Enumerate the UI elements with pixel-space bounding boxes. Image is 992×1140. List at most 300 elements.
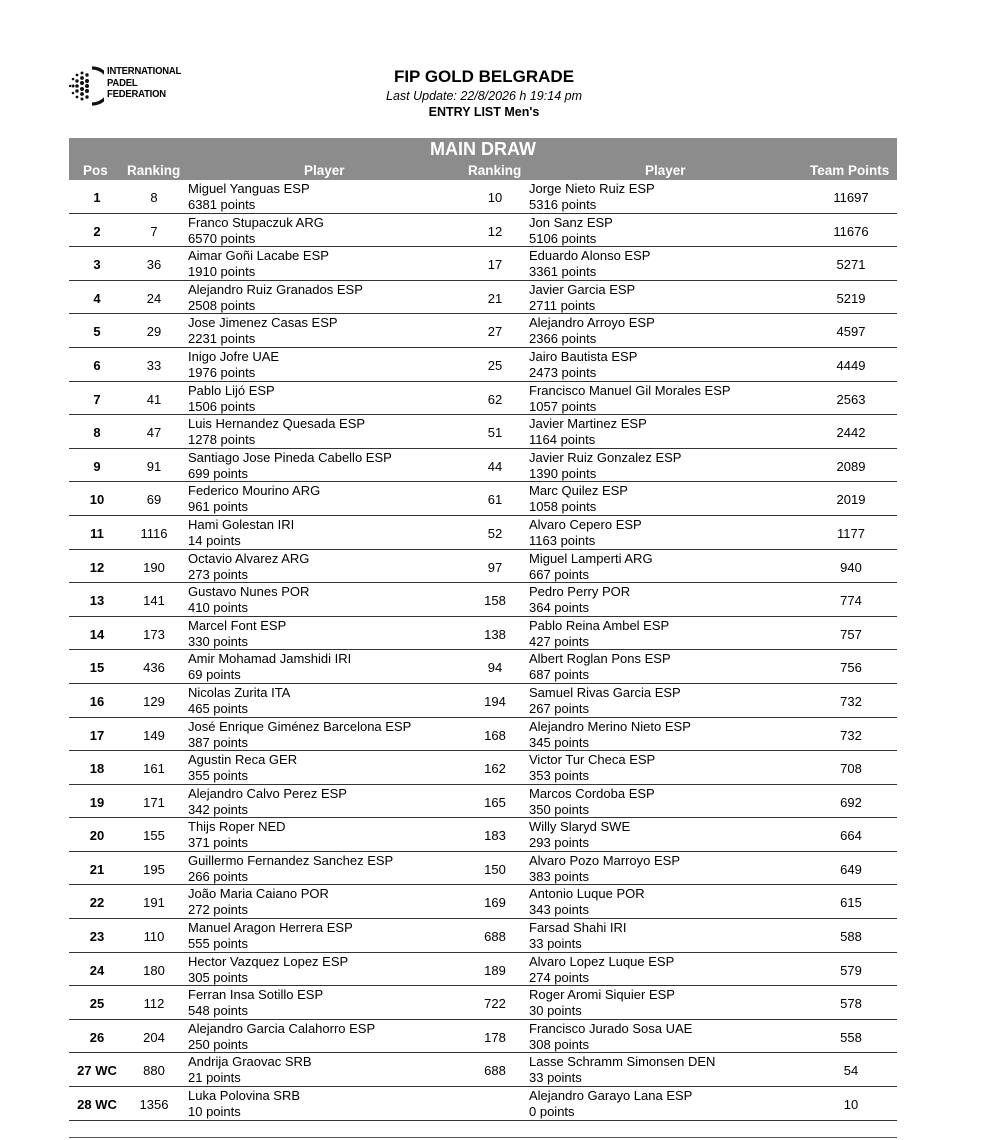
ranking-2-cell: 722 [484, 996, 506, 1012]
team-points-cell: 578 [840, 996, 862, 1012]
player-points: 1278 points [188, 432, 256, 448]
position-cell: 7 [93, 391, 101, 407]
ranking-2-cell: 138 [484, 626, 506, 642]
team-points-cell: 579 [840, 962, 862, 978]
player-1-cell [188, 517, 294, 549]
player-name: Albert Roglan Pons ESP [529, 651, 671, 667]
player-1-cell [188, 886, 329, 918]
player-points: 33 points [529, 1070, 582, 1086]
team-points-cell: 588 [840, 929, 862, 945]
player-points: 364 points [529, 600, 589, 616]
ranking-1-cell: 195 [143, 861, 165, 877]
position-cell: 12 [89, 559, 105, 575]
player-points: 1057 points [529, 398, 597, 414]
player-name: Marcel Font ESP [188, 617, 287, 633]
table-row [69, 953, 897, 987]
player-points: 961 points [188, 499, 248, 515]
position-cell: 4 [93, 290, 101, 306]
team-points-cell: 54 [843, 1063, 859, 1079]
player-name: Gustavo Nunes POR [188, 584, 310, 600]
position-cell: 8 [93, 425, 101, 441]
player-points: 371 points [188, 835, 248, 851]
logo-line: FEDERATION [107, 88, 166, 100]
player-points: 555 points [188, 936, 248, 952]
column-header-player-1: Player [304, 163, 345, 178]
player-name: Farsad Shahi IRI [529, 920, 627, 936]
player-points: 0 points [529, 1104, 575, 1120]
player-name: Aimar Goñi Lacabe ESP [188, 248, 329, 264]
ranking-1-cell: 47 [146, 425, 162, 441]
player-name: Agustin Reca GER [188, 752, 298, 768]
player-2-cell [529, 719, 691, 751]
table-row [69, 919, 897, 953]
table-row [69, 382, 897, 416]
player-points: 3361 points [529, 264, 597, 280]
table-row [69, 314, 897, 348]
player-points: 1163 points [529, 532, 596, 548]
player-name: Javier Garcia ESP [529, 281, 636, 297]
ranking-2-cell: 17 [487, 257, 503, 273]
position-cell: 13 [89, 593, 105, 609]
player-points: 308 points [529, 1036, 589, 1052]
table-row [69, 617, 897, 651]
player-name: Alejandro Garayo Lana ESP [529, 1088, 693, 1104]
player-2-cell [529, 551, 653, 583]
table-row [69, 348, 897, 382]
player-points: 1390 points [529, 465, 597, 481]
player-1-cell [188, 618, 286, 650]
ranking-1-cell: 880 [143, 1063, 165, 1079]
player-points: 266 points [188, 868, 248, 884]
table-row [69, 751, 897, 785]
player-name: Manuel Aragon Herrera ESP [188, 920, 353, 936]
player-points: 273 points [188, 566, 248, 582]
player-name: Samuel Rivas Garcia ESP [529, 684, 681, 700]
player-1-cell [188, 819, 286, 851]
player-1-cell [188, 282, 363, 314]
player-name: Jose Jimenez Casas ESP [188, 315, 338, 331]
player-name: Jon Sanz ESP [529, 214, 613, 230]
player-2-cell [529, 349, 637, 381]
ranking-1-cell: 41 [146, 391, 162, 407]
player-1-cell [188, 450, 392, 482]
ranking-1-cell: 204 [143, 1029, 165, 1045]
player-points: 427 points [529, 633, 589, 649]
table-row [69, 852, 897, 886]
player-name: Luis Hernandez Quesada ESP [188, 416, 366, 432]
player-name: Hami Golestan IRI [188, 516, 295, 532]
player-1-cell [188, 1054, 312, 1086]
team-points-cell: 10 [843, 1097, 859, 1113]
ranking-2-cell: 62 [487, 391, 503, 407]
player-1-cell [188, 752, 297, 784]
player-1-cell [188, 383, 275, 415]
ranking-1-cell: 24 [146, 290, 162, 306]
ranking-2-cell: 51 [487, 425, 503, 441]
table-row [69, 885, 897, 919]
player-points: 293 points [529, 835, 589, 851]
position-cell: 20 [89, 828, 105, 844]
player-2-cell [529, 282, 635, 314]
position-cell: 17 [89, 727, 105, 743]
player-name: Santiago Jose Pineda Cabello ESP [188, 449, 392, 465]
table-row [69, 415, 897, 449]
team-points-cell: 11697 [833, 190, 869, 205]
ranking-1-cell: 190 [143, 559, 165, 575]
table-row [69, 718, 897, 752]
player-points: 2473 points [529, 364, 597, 380]
ranking-2-cell: 150 [484, 861, 506, 877]
position-cell: 23 [89, 929, 105, 945]
player-name: Willy Slaryd SWE [529, 819, 631, 835]
team-points-cell: 558 [840, 1029, 862, 1045]
ranking-1-cell: 180 [143, 962, 165, 978]
ranking-1-cell: 110 [143, 929, 165, 945]
ranking-2-cell: 61 [487, 492, 503, 508]
player-name: Thijs Roper NED [188, 819, 286, 835]
player-1-cell [188, 786, 347, 818]
player-points: 353 points [529, 768, 589, 784]
table-row [69, 449, 897, 483]
column-header-player-2: Player [645, 163, 686, 178]
player-1-cell [188, 248, 329, 280]
player-2-cell [529, 1021, 692, 1053]
player-name: Francisco Jurado Sosa UAE [529, 1020, 693, 1036]
player-1-cell [188, 987, 323, 1019]
team-points-cell: 5271 [836, 257, 866, 273]
team-points-cell: 732 [840, 693, 862, 709]
player-1-cell [188, 920, 353, 952]
player-2-cell [529, 315, 655, 347]
team-points-cell: 757 [840, 626, 862, 642]
player-1-cell [188, 315, 338, 347]
ranking-2-cell: 25 [487, 357, 503, 373]
player-name: Alejandro Calvo Perez ESP [188, 785, 347, 801]
player-points: 33 points [529, 936, 582, 952]
ranking-2-cell: 178 [484, 1029, 506, 1045]
player-name: Lasse Schramm Simonsen DEN [529, 1054, 716, 1070]
ranking-2-cell: 21 [487, 290, 503, 306]
player-2-cell [529, 853, 680, 885]
player-name: Marcos Cordoba ESP [529, 785, 655, 801]
player-name: Octavio Alvarez ARG [188, 550, 310, 566]
player-1-cell [188, 1088, 300, 1120]
position-cell: 9 [93, 458, 101, 474]
player-name: Alvaro Cepero ESP [529, 516, 642, 532]
player-points: 1164 points [529, 432, 596, 448]
player-name: Ferran Insa Sotillo ESP [188, 987, 324, 1003]
team-points-cell: 756 [840, 660, 862, 676]
player-2-cell [529, 450, 681, 482]
player-2-cell [529, 215, 613, 247]
player-points: 6381 points [188, 197, 256, 212]
player-2-cell [529, 248, 650, 280]
player-1-cell [188, 954, 348, 986]
player-1-cell [188, 685, 290, 717]
player-name: José Enrique Giménez Barcelona ESP [188, 718, 412, 734]
player-name: Alejandro Ruiz Granados ESP [188, 281, 363, 297]
column-header-ranking-2: Ranking [468, 163, 522, 178]
ranking-1-cell: 191 [143, 895, 165, 911]
table-header-bar [69, 138, 897, 180]
position-cell: 5 [93, 324, 101, 340]
player-name: Antonio Luque POR [529, 886, 645, 902]
ranking-1-cell: 173 [143, 626, 165, 642]
player-name: Pablo Lijó ESP [188, 382, 275, 398]
player-name: Alejandro Garcia Calahorro ESP [188, 1020, 376, 1036]
player-1-cell [188, 651, 351, 683]
player-name: Javier Ruiz Gonzalez ESP [529, 449, 682, 465]
ranking-2-cell: 52 [487, 525, 503, 541]
team-points-cell: 4449 [836, 357, 866, 373]
ranking-2-cell: 158 [484, 593, 506, 609]
ranking-2-cell: 688 [484, 929, 506, 945]
team-points-cell: 708 [840, 761, 862, 777]
player-name: Federico Mourino ARG [188, 483, 321, 499]
player-points: 465 points [188, 700, 248, 716]
player-2-cell [529, 920, 627, 952]
player-points: 383 points [529, 868, 589, 884]
player-points: 343 points [529, 902, 589, 918]
position-cell: 18 [89, 761, 105, 777]
player-1-cell [188, 181, 310, 213]
position-cell: 25 [89, 996, 105, 1012]
player-points: 387 points [188, 734, 248, 750]
player-points: 2366 points [529, 331, 597, 347]
team-points-cell: 2442 [836, 425, 866, 441]
ranking-2-cell: 168 [484, 727, 506, 743]
player-points: 2231 points [188, 331, 256, 347]
team-points-cell: 615 [840, 895, 862, 911]
player-1-cell [188, 584, 309, 616]
ranking-2-cell: 194 [484, 693, 506, 709]
player-2-cell [529, 1054, 715, 1086]
player-name: Luka Polovina SRB [188, 1088, 301, 1104]
player-2-cell [529, 181, 655, 213]
player-2-cell [529, 819, 630, 851]
entry-list-label: ENTRY LIST Men's [428, 105, 540, 119]
position-cell: 6 [93, 357, 101, 373]
player-name: Amir Mohamad Jamshidi IRI [188, 651, 352, 667]
player-points: 330 points [188, 633, 248, 649]
player-name: Hector Vazquez Lopez ESP [188, 953, 349, 969]
player-1-cell [188, 551, 309, 583]
position-cell: 19 [89, 794, 105, 810]
player-name: Jorge Nieto Ruiz ESP [529, 181, 655, 196]
player-2-cell [529, 954, 674, 986]
player-1-cell [188, 853, 393, 885]
player-points: 1910 points [188, 264, 256, 280]
player-points: 2508 points [188, 297, 256, 313]
team-points-cell: 2563 [836, 391, 866, 407]
player-2-cell [529, 584, 630, 616]
player-name: Franco Stupaczuk ARG [188, 214, 324, 230]
player-name: Roger Aromi Siquier ESP [529, 987, 675, 1003]
position-cell: 15 [89, 660, 105, 676]
player-points: 2711 points [529, 297, 596, 313]
position-cell: 16 [89, 693, 105, 709]
position-cell: 21 [89, 861, 105, 877]
table-row [69, 583, 897, 617]
player-name: Pablo Reina Ambel ESP [529, 617, 670, 633]
player-points: 69 points [188, 667, 241, 683]
position-cell: 28 WC [77, 1097, 117, 1113]
ranking-2-cell: 189 [484, 962, 506, 978]
ranking-2-cell: 97 [487, 559, 503, 575]
player-name: Inigo Jofre UAE [188, 348, 280, 364]
player-name: Miguel Lamperti ARG [529, 550, 653, 566]
team-points-cell: 1177 [837, 525, 865, 541]
player-1-cell [188, 416, 365, 448]
team-points-cell: 5219 [836, 290, 866, 306]
player-name: Eduardo Alonso ESP [529, 248, 651, 264]
player-points: 342 points [188, 801, 248, 817]
logo-line: PADEL [107, 76, 138, 89]
ranking-2-cell: 169 [484, 895, 506, 911]
player-points: 10 points [188, 1104, 241, 1120]
team-points-cell: 4597 [836, 324, 866, 340]
player-2-cell [529, 1088, 692, 1120]
player-name: Alejandro Merino Nieto ESP [529, 718, 691, 734]
team-points-cell: 649 [840, 861, 862, 877]
player-2-cell [529, 987, 675, 1019]
player-name: Alejandro Arroyo ESP [529, 315, 655, 331]
table-row [69, 214, 897, 248]
player-name: Victor Tur Checa ESP [529, 752, 656, 768]
player-2-cell [529, 786, 655, 818]
table-row [69, 247, 897, 281]
ranking-2-cell: 162 [484, 761, 506, 777]
team-points-cell: 2089 [836, 458, 866, 474]
table-row [69, 1087, 897, 1121]
ranking-2-cell: 27 [487, 324, 503, 340]
player-2-cell [529, 685, 681, 717]
player-points: 345 points [529, 734, 589, 750]
ranking-2-cell: 44 [487, 458, 503, 474]
player-2-cell [529, 618, 669, 650]
player-name: Guillermo Fernandez Sanchez ESP [188, 852, 394, 868]
player-points: 267 points [529, 700, 589, 716]
player-name: João Maria Caiano POR [188, 886, 329, 902]
player-points: 274 points [529, 969, 589, 985]
player-points: 305 points [188, 969, 248, 985]
ranking-1-cell: 149 [143, 727, 165, 743]
ranking-1-cell: 36 [146, 257, 162, 273]
ranking-1-cell: 91 [146, 458, 162, 474]
player-points: 1058 points [529, 499, 597, 515]
player-points: 272 points [188, 902, 248, 918]
entry-table [69, 180, 897, 1121]
ranking-1-cell: 171 [143, 794, 165, 810]
player-2-cell [529, 752, 655, 784]
player-name: Nicolas Zurita ITA [188, 684, 291, 700]
player-1-cell [188, 1021, 375, 1053]
ranking-1-cell: 29 [146, 324, 162, 340]
ranking-2-cell: 12 [487, 223, 503, 239]
player-points: 355 points [188, 768, 248, 784]
column-header-pos: Pos [83, 163, 108, 178]
footer-divider [69, 1137, 897, 1138]
ranking-1-cell: 141 [143, 593, 165, 609]
ranking-1-cell: 436 [143, 660, 165, 676]
player-points: 14 points [188, 532, 241, 548]
column-header-ranking-1: Ranking [127, 163, 181, 178]
player-2-cell [529, 651, 671, 683]
player-2-cell [529, 517, 642, 549]
last-update: Last Update: 22/8/2026 h 19:14 pm [386, 89, 582, 103]
table-row [69, 986, 897, 1020]
position-cell: 24 [89, 962, 105, 978]
ranking-1-cell: 69 [146, 492, 162, 508]
section-title: MAIN DRAW [430, 139, 536, 159]
ranking-1-cell: 33 [146, 357, 162, 373]
player-name: Alvaro Lopez Luque ESP [529, 953, 675, 969]
ranking-2-cell: 688 [484, 1063, 506, 1079]
ranking-2-cell: 183 [484, 828, 506, 844]
player-2-cell [529, 383, 731, 415]
player-name: Francisco Manuel Gil Morales ESP [529, 382, 731, 398]
team-points-cell: 11676 [833, 223, 869, 239]
table-row [69, 1053, 897, 1087]
position-cell: 2 [93, 223, 101, 239]
player-name: Pedro Perry POR [529, 584, 631, 600]
position-cell: 27 WC [77, 1063, 117, 1079]
player-points: 250 points [188, 1036, 248, 1052]
table-row [69, 785, 897, 819]
player-points: 548 points [188, 1003, 248, 1019]
team-points-cell: 732 [840, 727, 862, 743]
player-1-cell [188, 719, 411, 751]
player-points: 5106 points [529, 230, 597, 246]
player-2-cell [529, 416, 647, 448]
player-points: 30 points [529, 1003, 582, 1019]
team-points-cell: 2019 [836, 492, 866, 508]
player-name: Alvaro Pozo Marroyo ESP [529, 852, 681, 868]
player-name: Javier Martinez ESP [529, 416, 647, 432]
player-points: 699 points [188, 465, 248, 481]
column-header-team-points: Team Points [810, 163, 890, 178]
player-points: 6570 points [188, 230, 256, 246]
player-2-cell [529, 886, 645, 918]
table-row [69, 1020, 897, 1054]
player-name: Marc Quilez ESP [529, 483, 628, 499]
ranking-2-cell: 94 [487, 660, 503, 676]
player-points: 667 points [529, 566, 589, 582]
ranking-1-cell: 1116 [140, 525, 168, 541]
team-points-cell: 692 [840, 794, 862, 810]
ranking-1-cell: 161 [143, 761, 165, 777]
ranking-1-cell: 129 [143, 693, 165, 709]
team-points-cell: 664 [840, 828, 862, 844]
player-name: Miguel Yanguas ESP [188, 181, 310, 196]
position-cell: 10 [89, 492, 105, 508]
ranking-2-cell: 10 [487, 190, 503, 205]
player-points: 21 points [188, 1070, 241, 1086]
table-row [69, 516, 897, 550]
ranking-1-cell: 155 [143, 828, 165, 844]
player-points: 5316 points [529, 197, 597, 212]
table-row [69, 550, 897, 584]
player-points: 687 points [529, 667, 589, 683]
team-points-cell: 940 [840, 559, 862, 575]
position-cell: 3 [93, 257, 101, 273]
ranking-1-cell: 8 [150, 190, 158, 205]
position-cell: 14 [89, 626, 105, 642]
player-name: Andrija Graovac SRB [188, 1054, 312, 1070]
logo-line: INTERNATIONAL [107, 65, 182, 77]
player-1-cell [188, 483, 320, 515]
position-cell: 11 [90, 525, 104, 541]
